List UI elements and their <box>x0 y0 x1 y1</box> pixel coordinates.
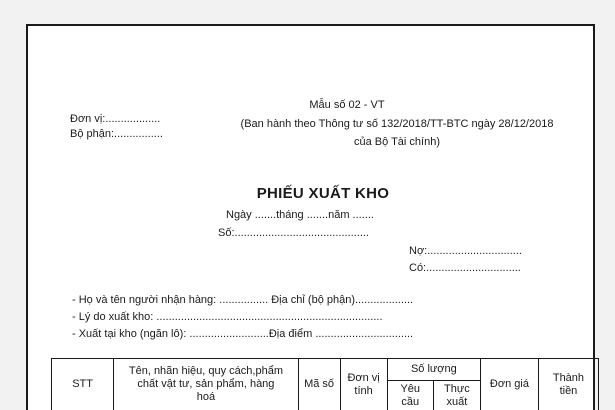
page-title: PHIẾU XUẤT KHO <box>256 185 390 202</box>
unit-field: Đơn vị:.................. <box>70 113 161 125</box>
header-item-name-line3: hoá <box>196 391 216 403</box>
header-amount-line1: Thành <box>552 371 585 384</box>
header-amount <box>538 359 598 410</box>
header-quantity: Số lượng <box>387 359 480 381</box>
ministry-text: của Bộ Tài chính) <box>353 136 440 148</box>
goods-table <box>51 358 599 410</box>
warehouse-field: - Xuất tại kho (ngăn lô): ..........................Địa điểm ................................ <box>72 328 414 340</box>
header-unit-line1: Đơn vị <box>347 371 380 384</box>
header-item-name-line2: chất vật tư, sản phẩm, hàng <box>137 378 275 390</box>
header-unit-line2: tính <box>354 384 373 397</box>
form-sheet <box>26 24 595 410</box>
header-code: Mã số <box>298 359 340 410</box>
date-line: Ngày .......tháng .......năm ....... <box>226 209 374 221</box>
voucher-number: Số:............................................ <box>218 227 369 239</box>
header-item-name-line1: Tên, nhãn hiệu, quy cách,phẩm <box>128 365 283 377</box>
header-actual-line1: Thực <box>444 382 470 395</box>
header-requested <box>387 381 433 410</box>
header-stt: STT <box>52 359 114 410</box>
table-header-row <box>52 359 599 381</box>
debit-account: Nợ:............................... <box>409 245 522 257</box>
credit-account: Có:............................... <box>409 262 521 274</box>
department-field: Bộ phận:................ <box>70 128 163 140</box>
header-unit <box>340 359 387 410</box>
header-unit-price: Đơn giá <box>480 359 538 410</box>
header-item-name <box>114 359 298 410</box>
header-actual-line2: xuất <box>446 395 468 408</box>
header-requested-line2: cầu <box>401 395 420 408</box>
form-number: Mẫu số 02 - VT <box>309 99 385 111</box>
header-amount-line2: tiền <box>559 384 578 397</box>
header-requested-line1: Yêu <box>400 382 421 395</box>
regulation-text: (Ban hành theo Thông tư số 132/2018/TT-BTC ngày 28/12/2018 <box>240 118 554 130</box>
header-actual <box>433 381 480 410</box>
recipient-field: - Họ và tên người nhận hàng: ................ Địa chỉ (bộ phận)................... <box>72 294 414 306</box>
reason-field: - Lý do xuất kho: .......................................................................... <box>72 311 383 323</box>
